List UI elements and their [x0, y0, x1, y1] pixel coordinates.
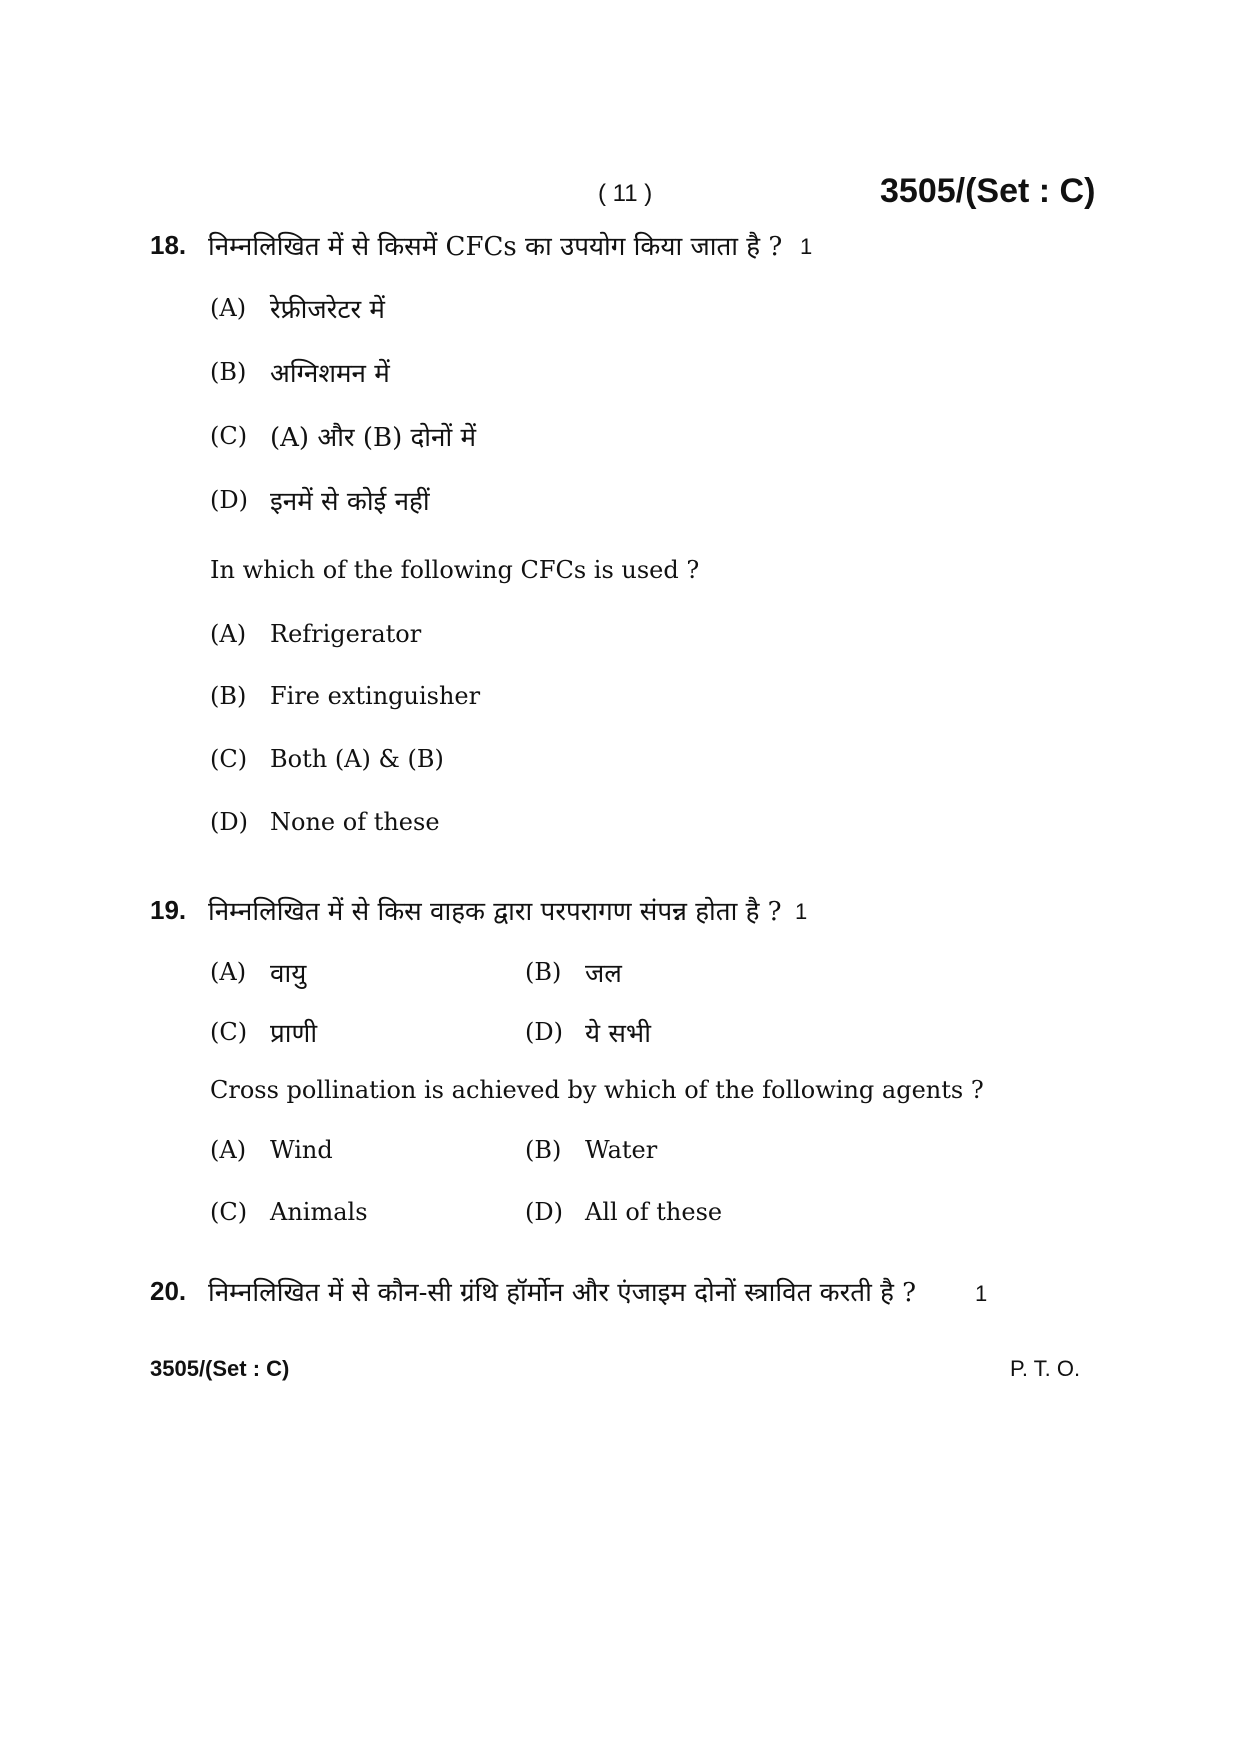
option-label: (A)	[210, 1136, 247, 1164]
question-marks: 1	[975, 1281, 988, 1306]
option-text: Water	[585, 1136, 658, 1164]
option-label: (D)	[525, 1198, 563, 1226]
question-number: 20.	[150, 1276, 187, 1306]
option-label: (C)	[210, 422, 248, 450]
option-label: (C)	[210, 1018, 248, 1046]
page-number: ( 11 )	[598, 180, 653, 207]
option-label: (A)	[210, 958, 247, 986]
option-text: None of these	[270, 808, 440, 836]
option-label: (A)	[210, 294, 247, 322]
paper-code-header: 3505/(Set : C)	[880, 172, 1096, 210]
question-english: Cross pollination is achieved by which of the following agents ?	[210, 1076, 984, 1104]
option-text: जल	[585, 959, 622, 989]
option-text: प्राणी	[270, 1019, 318, 1049]
option-label: (B)	[525, 1136, 562, 1164]
pto-label: P. T. O.	[1010, 1356, 1081, 1381]
option-text: इनमें से कोई नहीं	[270, 487, 430, 517]
question-hindi: निम्नलिखित में से किसमें CFCs का उपयोग किया जाता है ?	[208, 232, 783, 262]
option-text: (A) और (B) दोनों में	[270, 423, 476, 453]
option-text: वायु	[270, 959, 307, 989]
option-label: (D)	[525, 1018, 563, 1046]
question-marks: 1	[800, 234, 813, 259]
option-text: ये सभी	[585, 1019, 651, 1049]
option-text: Fire extinguisher	[270, 682, 481, 710]
option-label: (B)	[210, 682, 247, 710]
question-number: 19.	[150, 895, 187, 925]
question-english: In which of the following CFCs is used ?	[210, 556, 700, 584]
option-label: (C)	[210, 745, 248, 773]
option-label: (D)	[210, 808, 248, 836]
option-text: Both (A) & (B)	[270, 745, 444, 773]
option-text: अग्निशमन में	[270, 359, 390, 389]
question-hindi: निम्नलिखित में से किस वाहक द्वारा परपरागण संपन्न होता है ?	[208, 897, 782, 927]
option-label: (D)	[210, 486, 248, 514]
option-label: (A)	[210, 620, 247, 648]
option-text: Animals	[270, 1198, 368, 1226]
option-label: (B)	[525, 958, 562, 986]
question-number: 18.	[150, 230, 187, 260]
option-label: (C)	[210, 1198, 248, 1226]
option-text: Wind	[270, 1136, 333, 1164]
question-marks: 1	[795, 899, 808, 924]
question-hindi: निम्नलिखित में से कौन-सी ग्रंथि हॉर्मोन और एंजाइम दोनों स्त्रावित करती है ?	[208, 1278, 917, 1308]
paper-code-footer: 3505/(Set : C)	[150, 1356, 290, 1381]
option-text: रेफ्रीजरेटर में	[270, 295, 385, 325]
option-text: All of these	[585, 1198, 723, 1226]
option-text: Refrigerator	[270, 620, 422, 648]
option-label: (B)	[210, 358, 247, 386]
